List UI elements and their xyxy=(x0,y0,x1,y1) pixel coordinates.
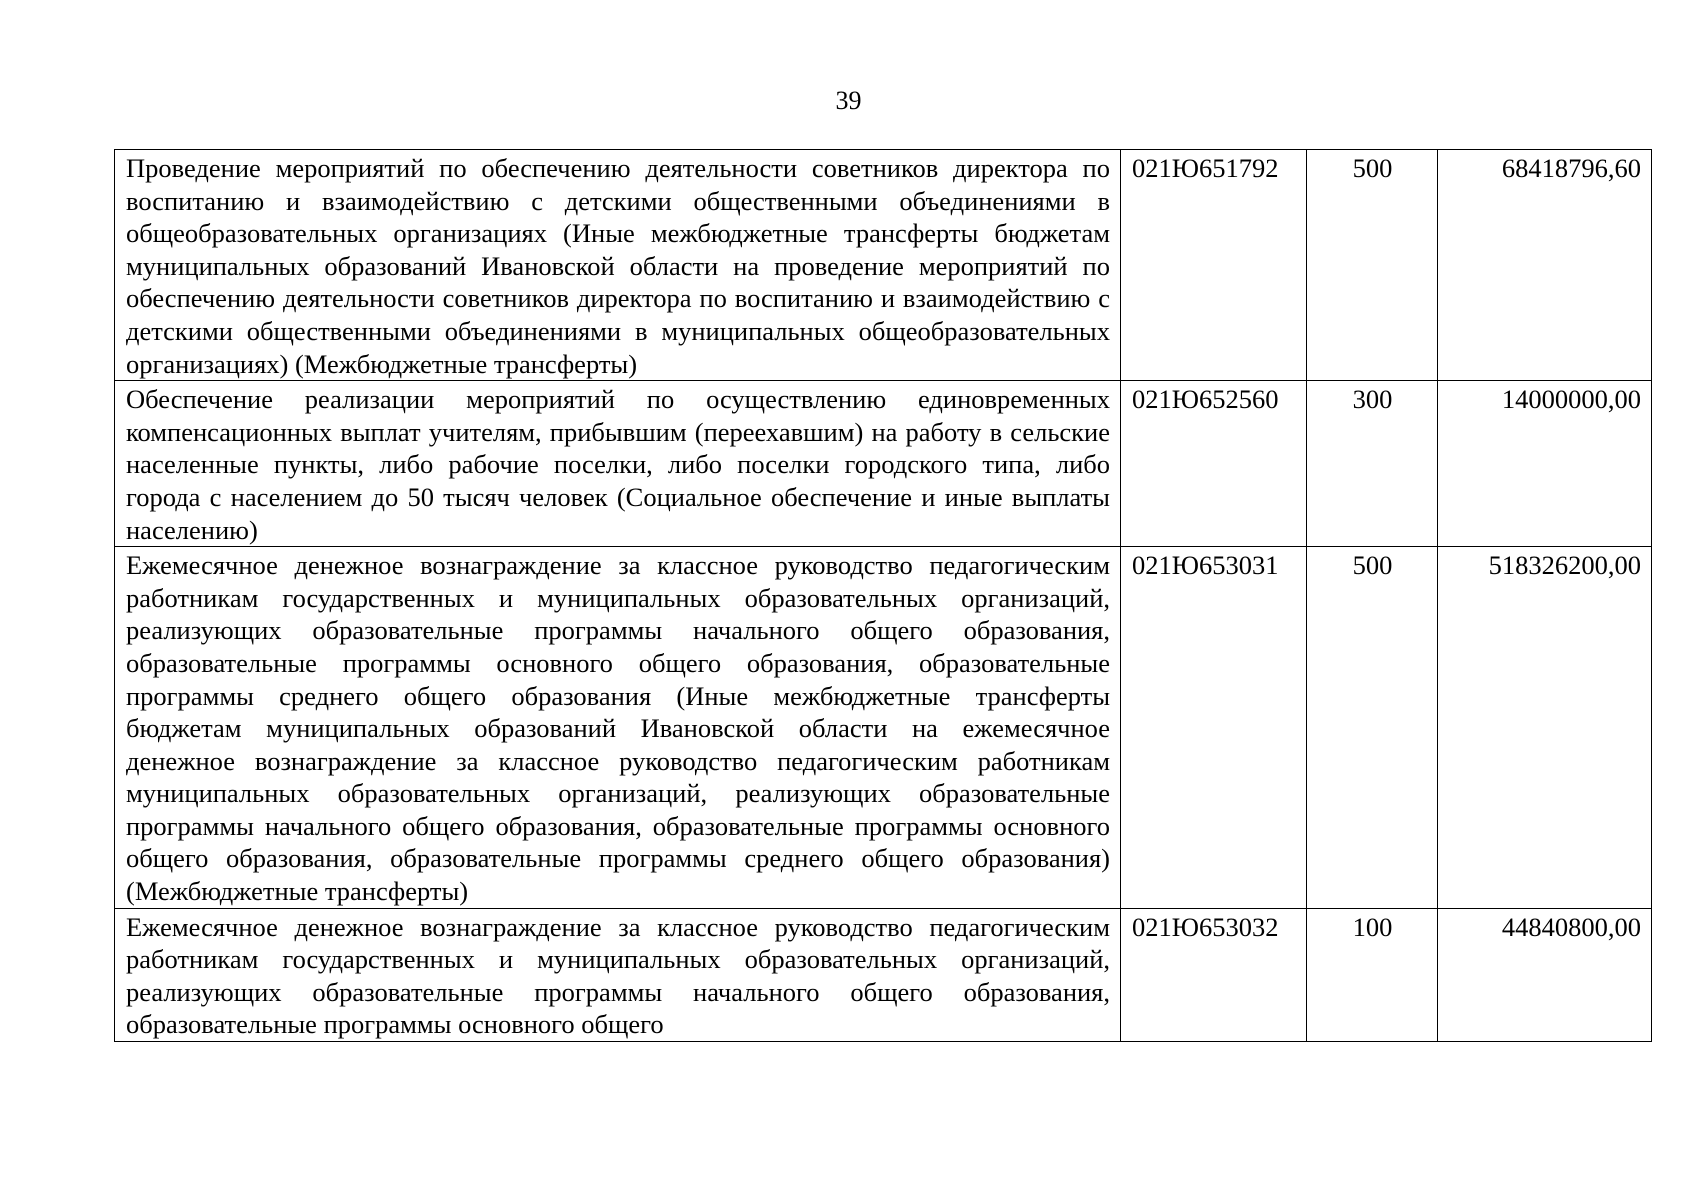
row-expense-type: 100 xyxy=(1307,908,1438,1041)
row-amount: 518326200,00 xyxy=(1438,547,1652,909)
table-row xyxy=(115,908,1652,1041)
row-amount: 44840800,00 xyxy=(1438,908,1652,1041)
table-row xyxy=(115,150,1652,381)
page-number: 39 xyxy=(835,86,862,115)
budget-table xyxy=(114,149,1652,1042)
row-target-code: 021Ю653031 xyxy=(1121,547,1307,909)
row-description: Ежемесячное денежное вознаграждение за классное руководство педагогическим работникам государственных и муниципальных образовательных организаций, реализующих образовательные программы начального общего образования, образовательные программы основного общего образования, образовательные программы среднего общего образования (Иные межбюджетные трансферты бюджетам муниципальных образований Ивановской области на ежемесячное денежное вознаграждение за классное руководство педагогическим работникам муниципальных образовательных организаций, реализующих образовательные программы начального общего образования, образовательные программы основного общего образования, образовательные программы среднего общего образования) (Межбюджетные трансферты) xyxy=(115,547,1121,909)
table-row xyxy=(115,381,1652,547)
row-target-code: 021Ю652560 xyxy=(1121,381,1307,547)
row-amount: 68418796,60 xyxy=(1438,150,1652,381)
row-expense-type: 500 xyxy=(1307,547,1438,909)
row-description: Ежемесячное денежное вознаграждение за классное руководство педагогическим работникам государственных и муниципальных образовательных организаций, реализующих образовательные программы начального общего образования, образовательные программы основного общего xyxy=(115,908,1121,1041)
row-expense-type: 300 xyxy=(1307,381,1438,547)
row-target-code: 021Ю653032 xyxy=(1121,908,1307,1041)
row-description: Проведение мероприятий по обеспечению деятельности советников директора по воспитанию и взаимодействию с детскими общественными объединениями в общеобразовательных организациях (Иные межбюджетные трансферты бюджетам муниципальных образований Ивановской области на проведение мероприятий по обеспечению деятельности советников директора по воспитанию и взаимодействию с детскими общественными объединениями в муниципальных общеобразовательных организациях) (Межбюджетные трансферты) xyxy=(115,150,1121,381)
row-amount: 14000000,00 xyxy=(1438,381,1652,547)
row-target-code: 021Ю651792 xyxy=(1121,150,1307,381)
table-row xyxy=(115,547,1652,909)
row-description: Обеспечение реализации мероприятий по осуществлению единовременных компенсационных выплат учителям, прибывшим (переехавшим) на работу в сельские населенные пункты, либо рабочие поселки, либо поселки городского типа, либо города с населением до 50 тысяч человек (Социальное обеспечение и иные выплаты населению) xyxy=(115,381,1121,547)
row-expense-type: 500 xyxy=(1307,150,1438,381)
